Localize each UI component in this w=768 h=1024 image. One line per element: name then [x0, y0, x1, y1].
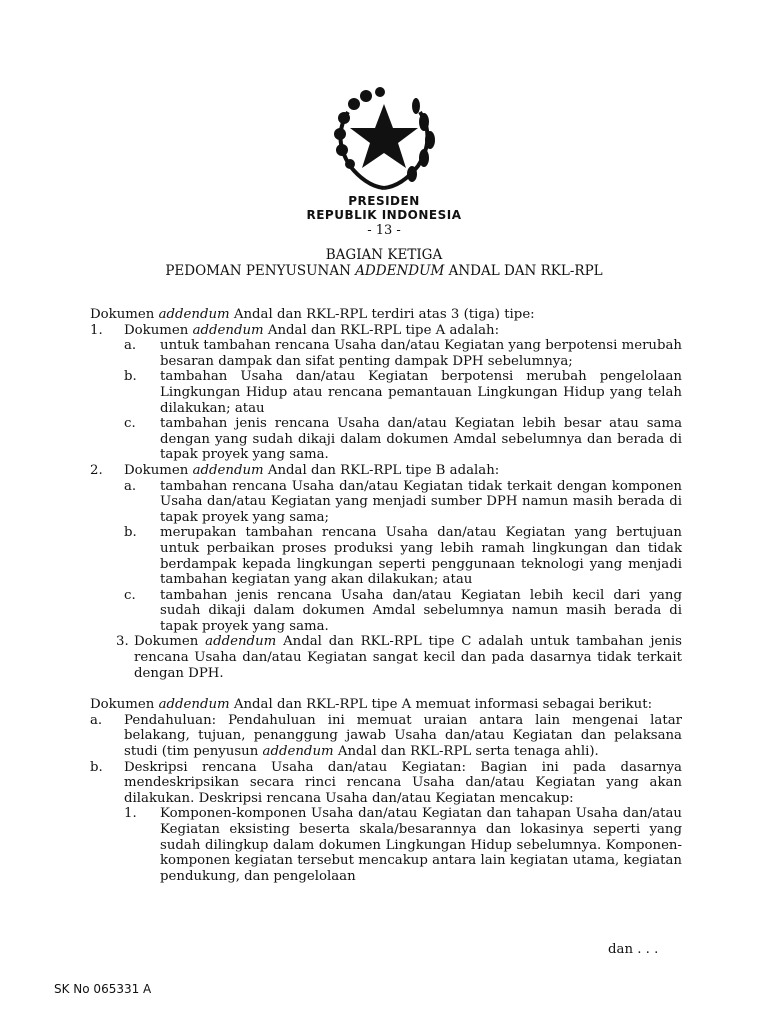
sub-list-item: c. tambahan jenis rencana Usaha dan/atau Kegiatan lebih besar atau sama dengan yang sudah dikaji dalam dokumen Amdal sebelumnya dan berada di tapak proyek yang sama.: [124, 416, 682, 463]
letterhead-president: PRESIDEN: [348, 194, 420, 208]
sub-list-item: 1. Komponen-komponen Usaha dan/atau Kegiatan dan tahapan Usaha dan/atau Kegiatan eksisting beserta skala/besarannya dan lokasinya seperti yang sudah dilingkup dalam dokumen Lingkungan Hidup sebelumnya. Komponen-komponen kegiatan tersebut mencakup antara lain kegiatan utama, kegiatan pendukung, dan pengelolaan: [124, 806, 682, 884]
list-item: 3. Dokumen addendum Andal dan RKL-RPL tipe C adalah untuk tambahan jenis rencana Usaha dan/atau Kegiatan sangat kecil dan pada dasarnya tidak terkait dengan DPH.: [116, 634, 682, 681]
document-body: [90, 307, 682, 884]
sub-list-item: b. tambahan Usaha dan/atau Kegiatan berpotensi merubah pengelolaan Lingkungan Hidup atau rencana pemantauan Lingkungan Hidup yang telah dilakukan; atau: [124, 369, 682, 416]
sub-list-item: a. untuk tambahan rencana Usaha dan/atau Kegiatan yang berpotensi merubah besaran dampak dan sifat penting dampak DPH sebelumnya;: [124, 338, 682, 369]
intro-paragraph: Dokumen addendum Andal dan RKL-RPL terdiri atas 3 (tiga) tipe:: [90, 307, 535, 322]
letterhead-republic: REPUBLIK INDONESIA: [306, 208, 462, 222]
paragraph: Dokumen addendum Andal dan RKL-RPL tipe A memuat informasi sebagai berikut:: [90, 697, 653, 713]
garuda-star-emblem-icon: [326, 82, 442, 194]
list-item: 2. Dokumen addendum Andal dan RKL-RPL tipe B adalah:: [90, 462, 500, 478]
continuation-marker: dan . . .: [608, 942, 659, 957]
section-title: BAGIAN KETIGA: [325, 247, 443, 263]
footer-serial: SK No 065331 A: [54, 982, 152, 996]
sub-list-item: c. tambahan jenis rencana Usaha dan/atau Kegiatan lebih kecil dari yang sudah dikaji dalam dokumen Amdal sebelumnya namun masih berada di tapak proyek yang sama.: [124, 587, 682, 634]
section-item: b. Deskripsi rencana Usaha dan/atau Kegiatan: Bagian ini pada dasarnya mendeskripsikan secara rinci rencana Usaha dan/atau Kegiatan yang akan dilakukan. Deskripsi rencana Usaha dan/atau Kegiatan mencakup:: [90, 759, 682, 806]
page-number: - 13 -: [367, 223, 401, 238]
sub-list-item: b. merupakan tambahan rencana Usaha dan/atau Kegiatan yang bertujuan untuk perbaikan proses produksi yang lebih ramah lingkungan dan tidak berdampak kepada lingkungan seperti penggunaan teknologi yang menjadi tambahan kegiatan yang akan dilakukan; atau: [124, 525, 682, 588]
list-item: 1. Dokumen addendum Andal dan RKL-RPL tipe A adalah:: [90, 322, 500, 338]
sub-list-item: a. tambahan rencana Usaha dan/atau Kegiatan tidak terkait dengan komponen Usaha dan/atau Kegiatan yang menjadi sumber DPH namun masih berada di tapak proyek yang sama;: [124, 478, 682, 525]
section-subtitle: PEDOMAN PENYUSUNAN ADDENDUM ANDAL DAN RKL-RPL: [165, 263, 603, 279]
section-item: a. Pendahuluan: Pendahuluan ini memuat uraian antara lain mengenai latar belakang, tujuan, penanggung jawab Usaha dan/atau Kegiatan dan pelaksana studi (tim penyusun addendum Andal dan RKL-RPL serta tenaga ahli).: [90, 712, 682, 760]
